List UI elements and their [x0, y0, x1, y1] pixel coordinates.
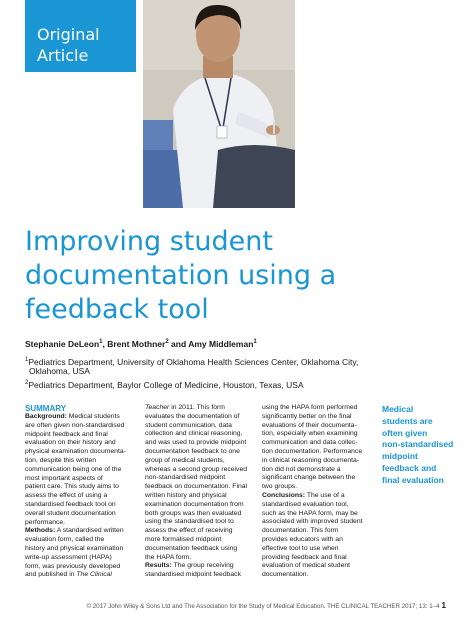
abstract-line: [262, 448, 374, 457]
abstract-line: [262, 404, 374, 413]
abstract-text: evaluation form, called the: [25, 536, 105, 544]
abstract-line: [262, 501, 374, 510]
abstract-text: The group receiving: [171, 562, 234, 570]
abstract-line: [262, 527, 374, 536]
abstract-line: [145, 448, 257, 457]
abstract-text: evaluation of medical student: [262, 562, 351, 570]
abstract-text: evaluations of their documenta-: [262, 421, 357, 429]
summary-heading: SUMMARY: [25, 404, 67, 413]
abstract-text: in clinical reasoning documenta-: [262, 456, 360, 464]
abstract-text: non-standardised midpoint: [145, 474, 226, 482]
affiliation: [29, 366, 90, 377]
abstract-line: [262, 466, 374, 475]
abstract-line: [25, 466, 135, 475]
section-label: Conclusions:: [262, 491, 306, 499]
abstract-text: documentation. This form: [262, 527, 339, 535]
abstract-line: [262, 439, 374, 448]
student-photo-illustration: [143, 0, 295, 208]
abstract-text: communication and data collec-: [262, 439, 358, 447]
abstract-line: [25, 527, 135, 536]
section-label: Results:: [145, 562, 172, 570]
abstract-line: [145, 422, 257, 431]
abstract-line: [25, 448, 135, 457]
abstract-text: two groups.: [262, 483, 298, 491]
abstract-line: [25, 545, 135, 554]
abstract-text: feedback on documentation. Final: [145, 483, 248, 491]
abstract-line: [145, 413, 257, 422]
journal-name: The Clinical: [76, 571, 112, 579]
author-name: Stephanie DeLeon: [25, 338, 100, 349]
abstract-text: standardised evaluation tool,: [262, 500, 349, 508]
abstract-line: [145, 404, 257, 413]
abstract-line: [145, 527, 257, 536]
abstract-text: performance.: [25, 518, 66, 526]
abstract-column-2: [145, 404, 257, 580]
abstract-text: overall student documentation: [25, 509, 116, 517]
abstract-line: [25, 563, 135, 572]
abstract-line: [25, 571, 135, 580]
abstract-line: [262, 474, 374, 483]
abstract-text: A standardised written: [55, 527, 124, 535]
abstract-text: whereas a second group received: [145, 465, 248, 473]
abstract-text: tion, especially when examining: [262, 430, 358, 438]
abstract-text: examination documentation from: [145, 500, 244, 508]
abstract-text: student communication, data: [145, 421, 232, 429]
author-affiliation-mark: 1: [253, 339, 257, 345]
abstract-line: [262, 413, 374, 422]
abstract-text: tion documentation. Performance: [262, 447, 363, 455]
abstract-text: such as the HAPA form, may be: [262, 509, 358, 517]
abstract-text: written history and physical: [145, 491, 227, 499]
abstract-text: form, was previously developed: [25, 562, 121, 570]
abstract-text: using the HAPA form performed: [262, 404, 358, 411]
author-list: [25, 337, 257, 350]
abstract-line: [145, 510, 257, 519]
abstract-line: [145, 562, 257, 571]
abstract-line: [25, 457, 135, 466]
abstract-line: [145, 439, 257, 448]
abstract-line: [25, 519, 135, 528]
pull-quote-line: midpoint: [382, 451, 418, 462]
abstract-text: significantly better on the final: [262, 412, 352, 420]
abstract-line: [145, 518, 257, 527]
abstract-line: [262, 483, 374, 492]
abstract-text: group of medical students,: [145, 456, 225, 464]
abstract-line: [145, 457, 257, 466]
abstract-text: assess the effect of receiving: [145, 527, 233, 535]
badge-line-2: Article: [37, 46, 89, 65]
abstract-text: more formalised midpoint: [145, 535, 222, 543]
affiliation: [25, 378, 304, 391]
abstract-text: most important aspects of: [25, 474, 103, 482]
section-label: Background:: [25, 413, 67, 420]
abstract-line: [262, 518, 374, 527]
pull-quote-line: Medical: [382, 404, 414, 414]
abstract-text: documentation feedback to one: [145, 447, 240, 455]
pull-quote-line: often given: [382, 427, 428, 438]
abstract-text: and was used to provide midpoint: [145, 439, 247, 447]
abstract-text: write-up assessment (HAPA): [25, 553, 112, 561]
abstract-text: evaluates the documentation of: [145, 412, 240, 420]
pull-quote: [382, 404, 462, 487]
affiliation-mark: 2: [25, 380, 29, 386]
abstract-text: providing feedback and final: [262, 553, 347, 561]
abstract-line: [262, 430, 374, 439]
author-separator: and: [168, 338, 189, 349]
abstract-text: communication being one of the: [25, 465, 122, 473]
abstract-line: [25, 501, 135, 510]
page-number: 1: [441, 601, 446, 610]
abstract-column-1: [25, 404, 135, 580]
abstract-line: [25, 483, 135, 492]
abstract-line: [25, 510, 135, 519]
abstract-line: [145, 474, 257, 483]
abstract-text: collection and clinical reasoning,: [145, 430, 243, 438]
abstract-line: [145, 430, 257, 439]
abstract-line: [145, 536, 257, 545]
author-name: Brent Mothner: [107, 338, 166, 349]
journal-name: Teacher: [145, 404, 170, 411]
abstract-line: [145, 545, 257, 554]
abstract-line: [262, 492, 374, 501]
abstract-line: [25, 431, 135, 440]
article-type-badge: [25, 0, 136, 72]
abstract-text: midpoint feedback and final: [25, 430, 108, 438]
page-footer: [86, 601, 446, 610]
abstract-text: documentation.: [262, 571, 309, 579]
abstract-text: history and physical examination: [25, 544, 124, 552]
pull-quote-line: feedback and: [382, 462, 437, 473]
abstract-line: [262, 571, 374, 580]
abstract-line: [145, 571, 257, 580]
author-affiliation-mark: 2: [165, 339, 169, 345]
abstract-line: [25, 554, 135, 563]
abstract-text: standardised midpoint feedback: [145, 571, 241, 579]
abstract-line: [25, 413, 135, 422]
abstract-text: provides educators with an: [262, 535, 343, 543]
abstract-text: both groups was then evaluated: [145, 509, 242, 517]
affiliation-text: Pediatrics Department, University of Oklahoma Health Sciences Center, Oklahoma City,: [28, 356, 359, 367]
copyright-line: © 2017 John Wiley & Sons Ltd and The Association for the Study of Medical Education. THE CLINICAL TEACHER 2017; 13: 1–4: [86, 603, 440, 610]
abstract-line: [145, 483, 257, 492]
abstract-line: [145, 501, 257, 510]
abstract-text: standardised feedback tool on: [25, 500, 116, 508]
abstract-line: [25, 422, 135, 431]
article-title: Improving student documentation using a feedback tool: [25, 226, 337, 325]
abstract-column-3: [262, 404, 374, 580]
abstract-text: physical examination documenta-: [25, 448, 126, 456]
abstract-text: are often given non-standardised: [25, 421, 125, 429]
article-photo: [143, 0, 295, 208]
abstract-text: in 2011. This form: [169, 404, 225, 411]
abstract-line: [262, 545, 374, 554]
abstract-line: [145, 492, 257, 501]
abstract-text: associated with improved student: [262, 518, 363, 526]
author-separator: ,: [102, 338, 108, 349]
abstract-line: [25, 492, 135, 501]
abstract-line: [262, 510, 374, 519]
abstract-line: [262, 554, 374, 563]
badge-line-1: Original: [37, 25, 100, 44]
abstract-text: tion did not demonstrate a: [262, 465, 341, 473]
abstract-line: [25, 536, 135, 545]
abstract-text: evaluation on their history and: [25, 439, 116, 447]
abstract-line: [262, 536, 374, 545]
abstract-text: documentation feedback using: [145, 544, 238, 552]
abstract-text: the HAPA form.: [145, 553, 192, 561]
abstract-text: patient care. This study aims to: [25, 483, 119, 491]
abstract-text: significant change between the: [262, 474, 356, 482]
abstract-line: [262, 562, 374, 571]
abstract-text: The use of a: [305, 491, 345, 499]
author-affiliation-mark: 1: [99, 339, 103, 345]
section-label: Methods:: [25, 527, 56, 535]
abstract-text: tion, despite this written: [25, 456, 97, 464]
abstract-line: [145, 466, 257, 475]
abstract-text: effective tool to use when: [262, 544, 339, 552]
affiliation-text: Oklahoma, USA: [29, 366, 90, 376]
affiliation-text: Pediatrics Department, Baylor College of Medicine, Houston, Texas, USA: [28, 379, 304, 390]
pull-quote-line: final evaluation: [382, 474, 444, 485]
abstract-text: Medical students: [66, 413, 120, 420]
pull-quote-line: students are: [382, 415, 433, 426]
pull-quote-line: non-standardised: [382, 439, 454, 450]
abstract-line: [25, 475, 135, 484]
abstract-text: and published in: [25, 571, 77, 579]
abstract-text: assess the effect of using a: [25, 492, 108, 500]
abstract-text: using the standardised tool to: [145, 518, 234, 526]
affiliation-mark: 1: [25, 357, 29, 363]
abstract-line: [25, 439, 135, 448]
abstract-line: [262, 422, 374, 431]
author-name: Amy Middleman: [188, 338, 254, 349]
abstract-line: [145, 554, 257, 563]
abstract-line: [262, 457, 374, 466]
